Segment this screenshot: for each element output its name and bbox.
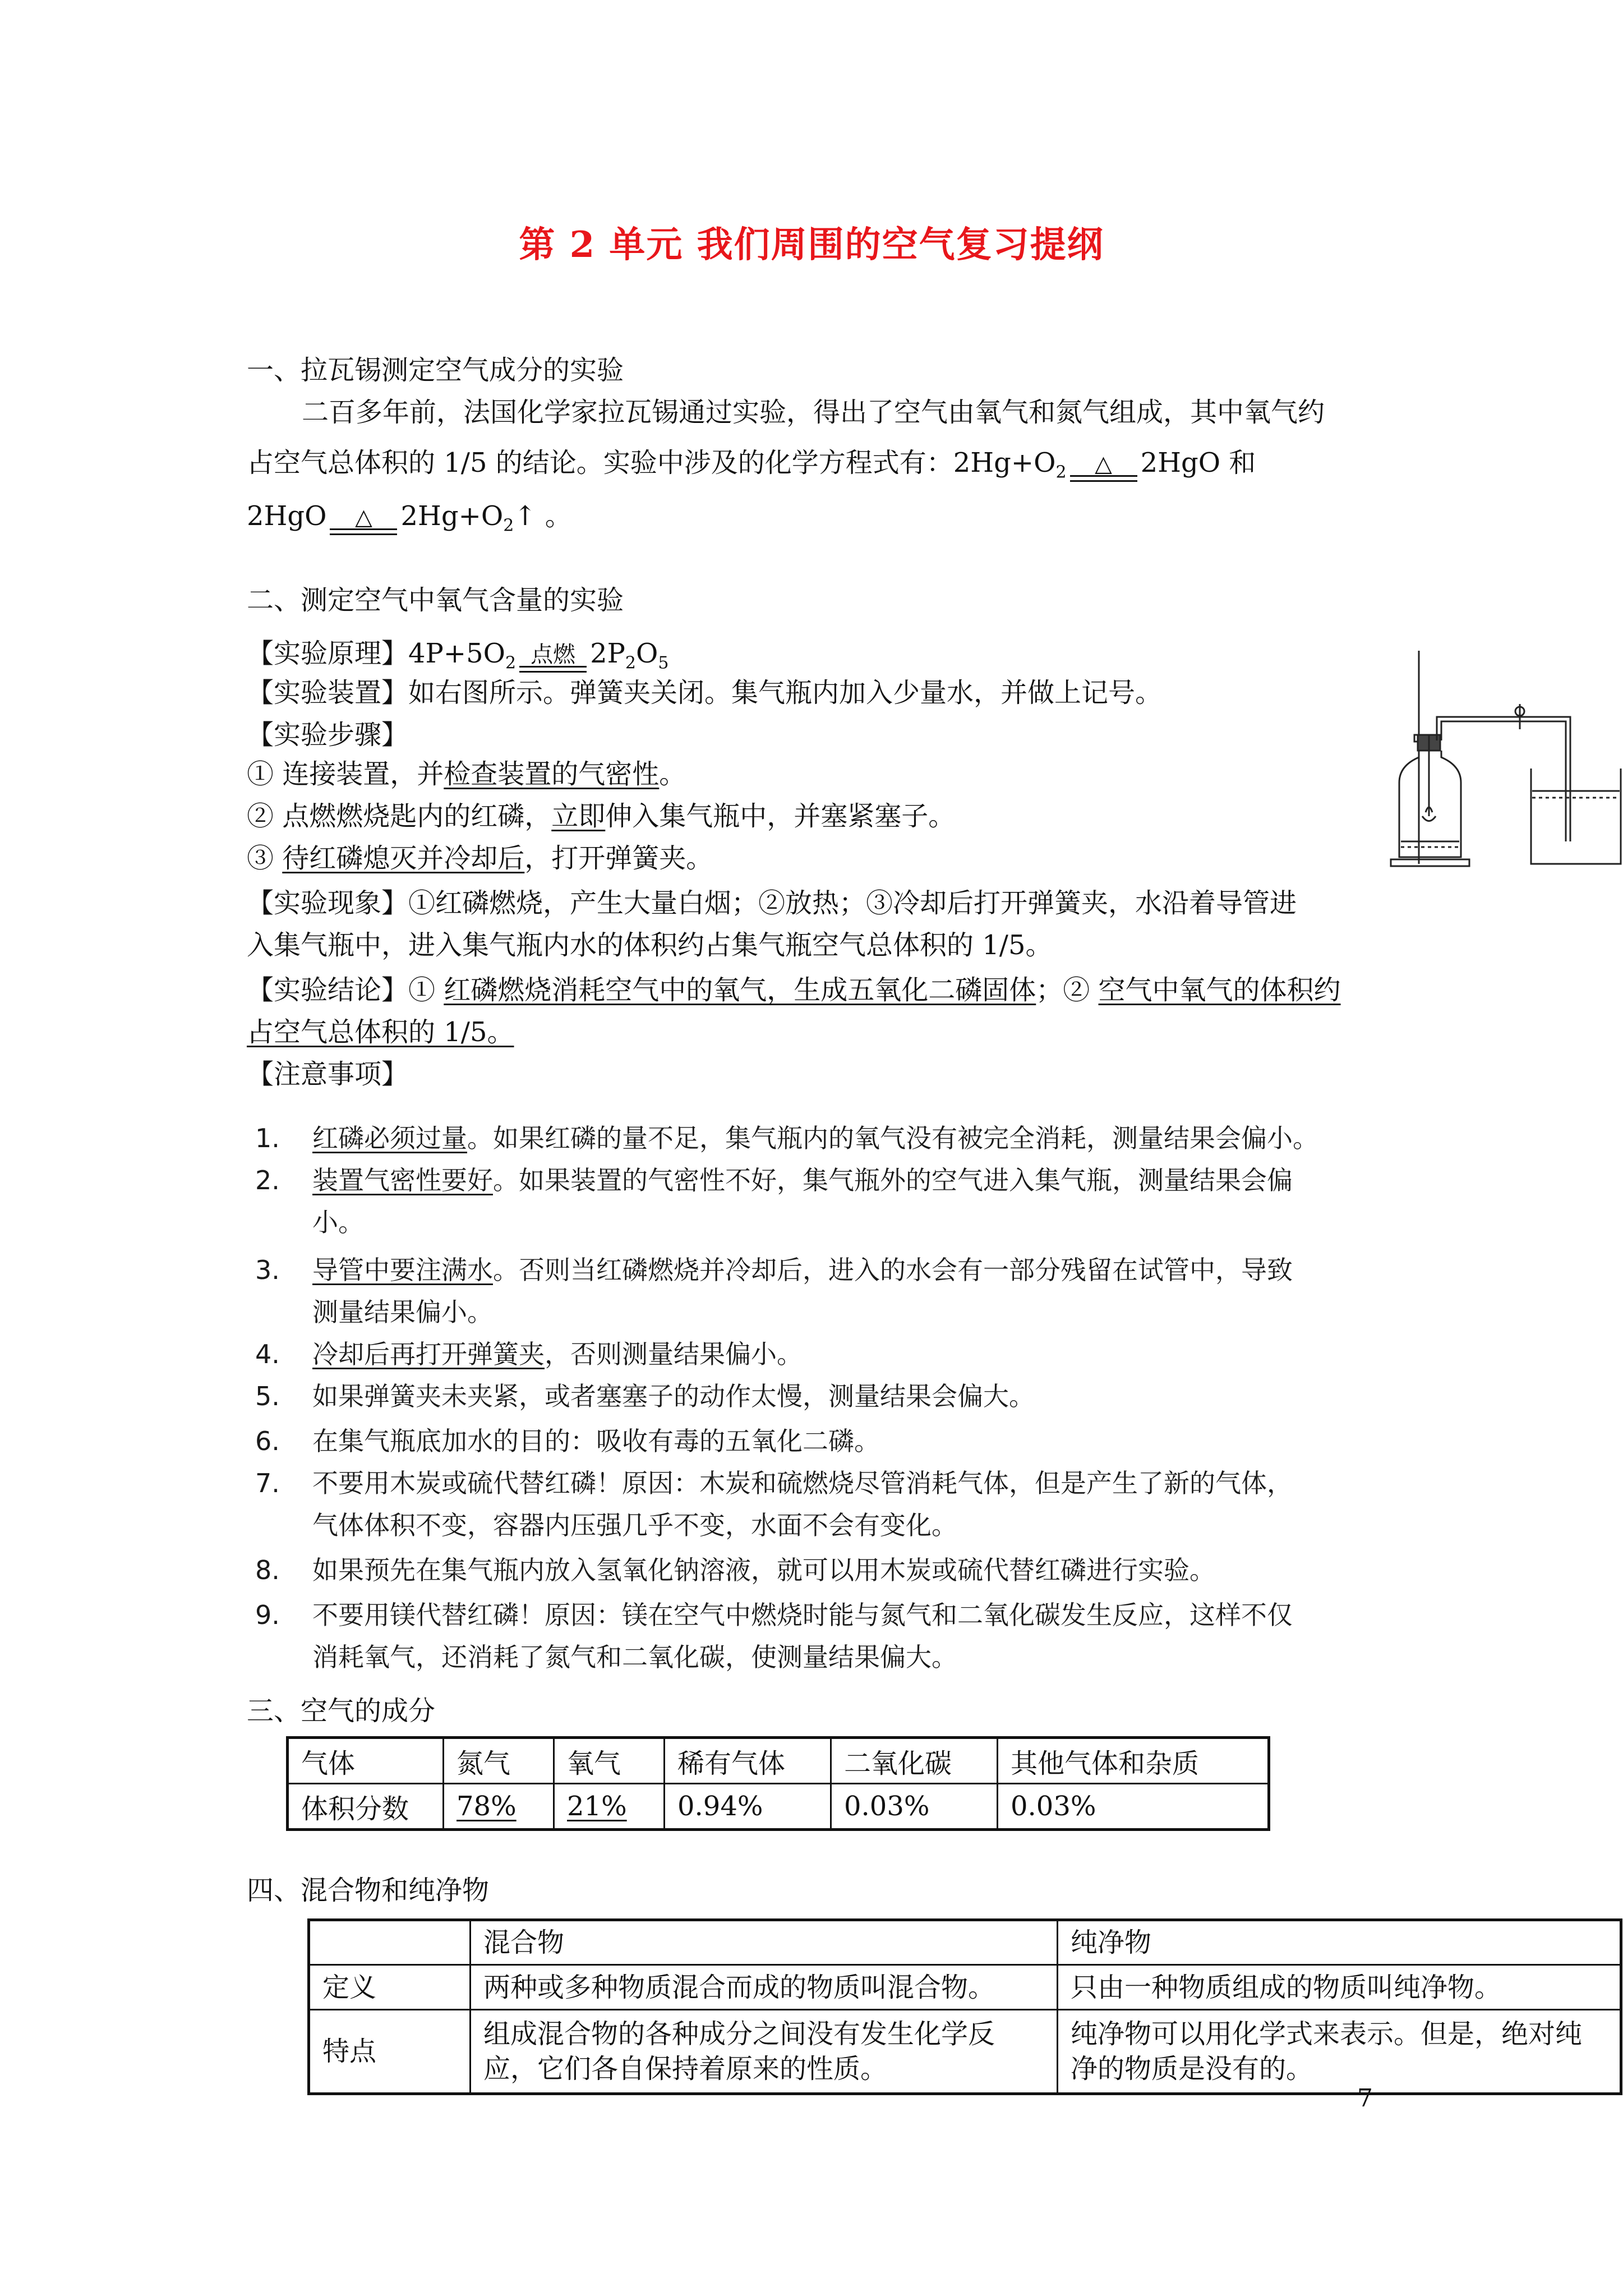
step-3: ③ 待红磷熄灭并冷却后，打开弹簧夹。	[247, 843, 713, 874]
experiment-steps-label: 【实验步骤】	[247, 719, 409, 751]
experiment-phenomenon-line-2: 入集气瓶中，进入集气瓶内水的体积约占集气瓶空气总体积的 1/5。	[247, 930, 1053, 961]
note-2: 2. 装置气密性要好。如果装置的气密性不好，集气瓶外的空气进入集气瓶，测量结果会偏	[255, 1165, 1293, 1195]
table-corner-cell	[309, 1920, 471, 1965]
table-cell: 0.94%	[665, 1784, 831, 1830]
table-cell: 只由一种物质组成的物质叫纯净物。	[1058, 1965, 1621, 2010]
heating-equation-sign: △	[1070, 453, 1137, 490]
air-composition-table	[286, 1736, 1270, 1831]
experiment-principle: 【实验原理】$4P+5O_2$ 点燃 $2P_2O_5$	[247, 637, 668, 680]
table-row-label: 体积分数	[288, 1784, 444, 1830]
section-2-heading: 二、测定空气中氧气含量的实验	[247, 585, 624, 616]
apparatus-diagram	[1385, 651, 1623, 875]
table-header-cell: 二氧化碳	[831, 1738, 998, 1784]
note-5: 5. 如果弹簧夹未夹紧，或者塞塞子的动作太慢，测量结果会偏大。	[255, 1381, 1035, 1411]
table-header-cell: 氮气	[444, 1738, 554, 1784]
table-header-cell: 稀有气体	[665, 1738, 831, 1784]
table-header-cell: 混合物	[471, 1920, 1058, 1965]
section-1-paragraph-line-1: 二百多年前，法国化学家拉瓦锡通过实验，得出了空气由氧气和氮气组成，其中氧气约	[302, 397, 1325, 428]
note-9: 9. 不要用镁代替红磷！原因：镁在空气中燃烧时能与氮气和二氧化碳发生反应，这样不仅	[255, 1600, 1293, 1630]
experiment-phenomenon-line-1: 【实验现象】①红磷燃烧，产生大量白烟；②放热；③冷却后打开弹簧夹，水沿着导管进	[247, 887, 1297, 919]
table-cell: 78%	[444, 1784, 554, 1830]
note-8: 8. 如果预先在集气瓶内放入氢氧化钠溶液，就可以用木炭或硫代替红磷进行实验。	[255, 1555, 1215, 1585]
table-header-cell: 其他气体和杂质	[998, 1738, 1269, 1784]
note-7: 7. 不要用木炭或硫代替红磷！原因：木炭和硫燃烧尽管消耗气体，但是产生了新的气体，	[255, 1468, 1293, 1498]
section-1-paragraph-line-3: 2HgO △ $2Hg+O_2↑$ 。	[247, 499, 572, 543]
note-3: 3. 导管中要注满水。否则当红磷燃烧并冷却后，进入的水会有一部分残留在试管中，导致	[255, 1255, 1293, 1285]
table-cell: 纯净物可以用化学式来表示。但是，绝对纯 净的物质是没有的。	[1058, 2010, 1621, 2094]
beaker	[1531, 769, 1621, 864]
note-2-continued: 小。	[312, 1207, 364, 1237]
section-3-heading: 三、空气的成分	[247, 1695, 436, 1727]
note-7-continued: 气体体积不变，容器内压强几乎不变，水面不会有变化。	[312, 1510, 957, 1540]
ignition-equation-sign: 点燃	[519, 643, 587, 680]
table-cell: 组成混合物的各种成分之间没有发生化学反 应，它们各自保持着原来的性质。	[471, 2010, 1058, 2094]
table-row-label: 特点	[309, 2010, 471, 2094]
table-header-cell: 氧气	[554, 1738, 665, 1784]
table-cell: 21%	[554, 1784, 665, 1830]
table-header-cell: 气体	[288, 1738, 444, 1784]
table-row	[309, 1920, 1621, 1965]
section-4-heading: 四、混合物和纯净物	[247, 1875, 490, 1906]
delivery-tube	[1437, 717, 1570, 841]
note-9-continued: 消耗氧气，还消耗了氮气和二氧化碳，使测量结果偏大。	[312, 1642, 957, 1672]
mixture-pure-table	[307, 1918, 1622, 2095]
note-6: 6. 在集气瓶底加水的目的：吸收有毒的五氧化二磷。	[255, 1426, 880, 1456]
table-row	[309, 1965, 1621, 2010]
table-row	[288, 1784, 1269, 1830]
note-1: 1. 红磷必须过量。如果红磷的量不足，集气瓶内的氧气没有被完全消耗，测量结果会偏小。	[255, 1123, 1318, 1153]
experiment-conclusion-line-2: 占空气总体积的 1/5。	[247, 1016, 514, 1048]
stand-base	[1391, 859, 1469, 866]
section-1-paragraph-line-2: 占空气总体积的 1/5 的结论。实验中涉及的化学方程式有：$2Hg+O_2$ △ 2HgO 和	[247, 446, 1256, 490]
step-2: ② 点燃燃烧匙内的红磷，立即伸入集气瓶中，并塞紧塞子。	[247, 800, 956, 832]
table-row	[309, 2010, 1621, 2094]
table-cell: 0.03%	[831, 1784, 998, 1830]
heating-equation-sign: △	[330, 506, 397, 543]
table-cell: 0.03%	[998, 1784, 1269, 1830]
page-title: 第 2 单元 我们周围的空气复习提纲	[519, 224, 1104, 266]
table-row-label: 定义	[309, 1965, 471, 2010]
table-row	[288, 1738, 1269, 1784]
page-number: 7	[1357, 2084, 1373, 2113]
table-cell: 两种或多种物质混合而成的物质叫混合物。	[471, 1965, 1058, 2010]
note-4: 4. 冷却后再打开弹簧夹，否则测量结果偏小。	[255, 1339, 803, 1369]
step-1: ① 连接装置，并检查装置的气密性。	[247, 758, 686, 790]
table-header-cell: 纯净物	[1058, 1920, 1621, 1965]
notes-label: 【注意事项】	[247, 1059, 409, 1090]
section-1-heading: 一、拉瓦锡测定空气成分的实验	[247, 355, 624, 386]
note-3-continued: 测量结果偏小。	[312, 1297, 493, 1327]
experiment-device: 【实验装置】如右图所示。弹簧夹关闭。集气瓶内加入少量水，并做上记号。	[247, 677, 1163, 708]
experiment-conclusion-line-1: 【实验结论】① 红磷燃烧消耗空气中的氧气，生成五氧化二磷固体；② 空气中氧气的体积约	[247, 974, 1341, 1006]
